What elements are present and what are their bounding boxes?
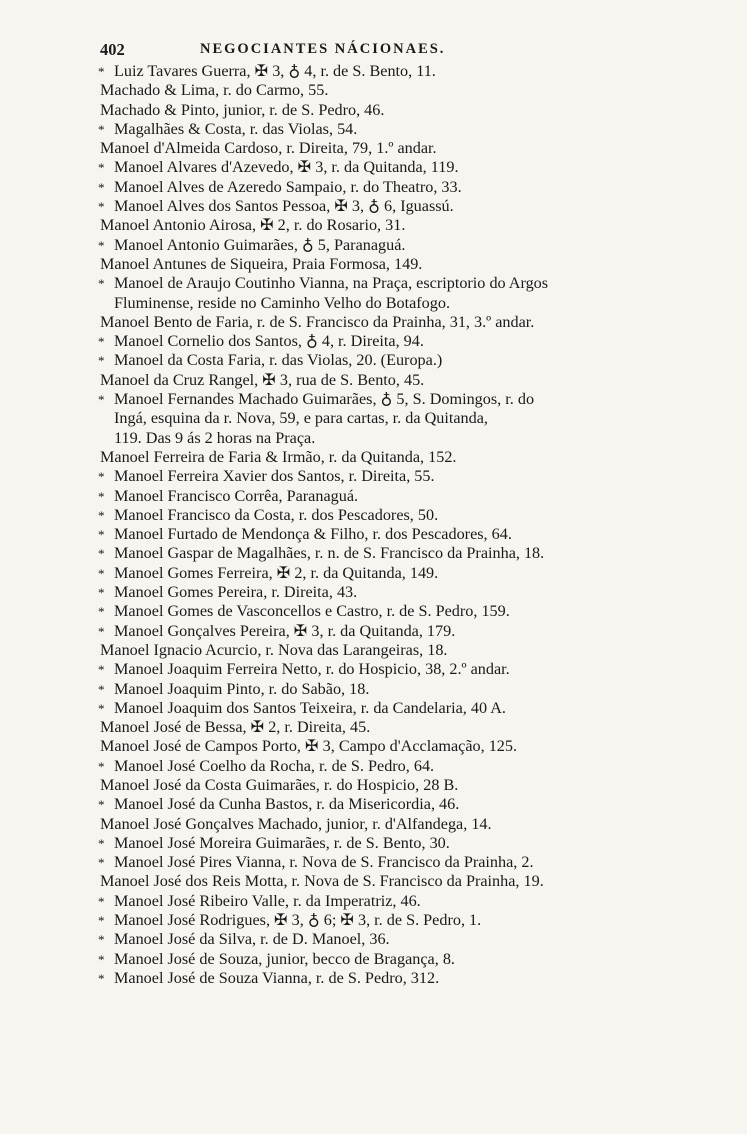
star-marker: * <box>98 970 105 986</box>
directory-entry <box>100 332 680 351</box>
entry-text: Manoel Fernandes Machado Guimarães, ♁ 5, S. Domingos, r. do <box>114 390 535 409</box>
directory-entry <box>100 158 680 177</box>
star-marker: * <box>98 758 105 774</box>
entry-text: Manoel José de Campos Porto, ✠ 3, Campo d'Acclamação, 125. <box>100 737 518 756</box>
directory-entry <box>100 448 680 467</box>
entry-text: Manoel Gomes Ferreira, ✠ 2, r. da Quitanda, 149. <box>114 563 439 582</box>
page-number: 402 <box>100 40 125 59</box>
star-marker: * <box>98 932 105 948</box>
directory-entry-continuation <box>100 409 680 428</box>
directory-entry <box>100 795 680 814</box>
entry-list <box>100 62 680 988</box>
entry-text: Manoel José Rodrigues, ✠ 3, ♁ 6; ✠ 3, r. de S. Pedro, 1. <box>114 911 482 930</box>
directory-entry <box>100 602 680 621</box>
directory-entry <box>100 699 680 718</box>
star-marker: * <box>98 160 105 176</box>
directory-entry <box>100 236 680 255</box>
directory-entry-continuation <box>100 294 680 313</box>
entry-text: Manoel Alvares d'Azevedo, ✠ 3, r. da Quitanda, 119. <box>114 158 459 177</box>
entry-text: Manoel Furtado de Mendonça & Filho, r. dos Pescadores, 64. <box>114 525 512 544</box>
entry-text: Manoel Ferreira Xavier dos Santos, r. Direita, 55. <box>114 467 435 486</box>
directory-entry <box>100 660 680 679</box>
entry-text: Manoel da Costa Faria, r. das Violas, 20. (Europa.) <box>114 351 443 370</box>
star-marker: * <box>98 855 105 871</box>
star-marker: * <box>98 488 105 504</box>
star-marker: * <box>98 469 105 485</box>
directory-entry <box>100 776 680 795</box>
star-marker: * <box>98 237 105 253</box>
star-marker: * <box>98 835 105 851</box>
entry-text: Manoel José Gonçalves Machado, junior, r. d'Alfandega, 14. <box>100 814 492 833</box>
entry-text: Manoel Joaquim Ferreira Netto, r. do Hospicio, 38, 2.º andar. <box>114 660 510 679</box>
directory-entry <box>100 872 680 891</box>
directory-entry <box>100 351 680 370</box>
star-marker: * <box>98 527 105 543</box>
star-marker: * <box>98 604 105 620</box>
entry-text: 119. Das 9 ás 2 horas na Praça. <box>114 428 316 447</box>
entry-text: Manoel Gomes Pereira, r. Direita, 43. <box>114 583 358 602</box>
star-marker: * <box>98 276 105 292</box>
directory-entry <box>100 506 680 525</box>
running-head <box>100 40 660 62</box>
directory-entry <box>100 641 680 660</box>
entry-text: Manoel Antonio Guimarães, ♁ 5, Paranaguá. <box>114 235 406 254</box>
directory-entry <box>100 622 680 641</box>
star-marker: * <box>98 546 105 562</box>
directory-entry <box>100 930 680 949</box>
star-marker: * <box>98 353 105 369</box>
directory-entry <box>100 139 680 158</box>
directory-entry <box>100 467 680 486</box>
star-marker: * <box>98 913 105 929</box>
star-marker: * <box>98 507 105 523</box>
star-marker: * <box>98 951 105 967</box>
star-marker: * <box>98 893 105 909</box>
entry-text: Fluminense, reside no Caminho Velho do Botafogo. <box>114 293 451 312</box>
directory-entry <box>100 216 680 235</box>
star-marker: * <box>98 623 105 639</box>
directory-entry <box>100 390 680 409</box>
directory-entry <box>100 969 680 988</box>
star-marker: * <box>98 121 105 137</box>
entry-text: Manoel José Coelho da Rocha, r. de S. Pedro, 64. <box>114 756 435 775</box>
directory-entry <box>100 81 680 100</box>
directory-entry <box>100 892 680 911</box>
entry-text: Manoel Francisco da Costa, r. dos Pescadores, 50. <box>114 505 439 524</box>
directory-entry <box>100 564 680 583</box>
entry-text: Manoel José Moreira Guimarães, r. de S. Bento, 30. <box>114 833 450 852</box>
entry-text: Manoel Gonçalves Pereira, ✠ 3, r. da Quitanda, 179. <box>114 621 456 640</box>
star-marker: * <box>98 585 105 601</box>
entry-text: Luiz Tavares Guerra, ✠ 3, ♁ 4, r. de S. Bento, 11. <box>114 62 436 80</box>
entry-text: Manoel José Pires Vianna, r. Nova de S. Francisco da Prainha, 2. <box>114 853 534 872</box>
star-marker: * <box>98 392 105 408</box>
entry-text: Manoel José de Souza, junior, becco de Bragança, 8. <box>114 949 455 968</box>
entry-text: Manoel Joaquim Pinto, r. do Sabão, 18. <box>114 679 370 698</box>
directory-entry <box>100 101 680 120</box>
entry-text: Machado & Lima, r. do Carmo, 55. <box>100 81 329 100</box>
star-marker: * <box>98 662 105 678</box>
entry-text: Manoel Ferreira de Faria & Irmão, r. da Quitanda, 152. <box>100 447 457 466</box>
entry-text: Manoel Gaspar de Magalhães, r. n. de S. Francisco da Prainha, 18. <box>114 544 545 563</box>
star-marker: * <box>98 64 105 79</box>
star-marker: * <box>98 179 105 195</box>
directory-entry <box>100 525 680 544</box>
directory-entry <box>100 718 680 737</box>
directory-entry <box>100 853 680 872</box>
page-title: NEGOCIANTES NÁCIONAES. <box>200 41 446 57</box>
directory-entry <box>100 911 680 930</box>
entry-text: Manoel Alves de Azeredo Sampaio, r. do Theatro, 33. <box>114 177 462 196</box>
directory-entry <box>100 815 680 834</box>
directory-entry <box>100 583 680 602</box>
entry-text: Manoel Joaquim dos Santos Teixeira, r. da Candelaria, 40 A. <box>114 698 506 717</box>
directory-entry <box>100 371 680 390</box>
star-marker: * <box>98 797 105 813</box>
directory-entry <box>100 487 680 506</box>
entry-text: Ingá, esquina da r. Nova, 59, e para cartas, r. da Quitanda, <box>114 409 488 428</box>
directory-entry <box>100 274 680 293</box>
directory-entry <box>100 313 680 332</box>
entry-text: Machado & Pinto, junior, r. de S. Pedro, 46. <box>100 100 385 119</box>
directory-entry <box>100 544 680 563</box>
star-marker: * <box>98 681 105 697</box>
entry-text: Magalhães & Costa, r. das Violas, 54. <box>114 119 358 138</box>
entry-text: Manoel José da Costa Guimarães, r. do Hospicio, 28 B. <box>100 775 459 794</box>
directory-entry <box>100 757 680 776</box>
directory-entry <box>100 737 680 756</box>
directory-entry <box>100 255 680 274</box>
entry-text: Manoel José Ribeiro Valle, r. da Imperatriz, 46. <box>114 891 421 910</box>
directory-entry <box>100 197 680 216</box>
directory-entry <box>100 950 680 969</box>
entry-text: Manoel José da Cunha Bastos, r. da Misericordia, 46. <box>114 795 460 814</box>
entry-text: Manoel José de Bessa, ✠ 2, r. Direita, 45. <box>100 718 371 737</box>
entry-text: Manoel Ignacio Acurcio, r. Nova das Larangeiras, 18. <box>100 640 448 659</box>
entry-text: Manoel Antonio Airosa, ✠ 2, r. do Rosario, 31. <box>100 216 406 235</box>
entry-text: Manoel da Cruz Rangel, ✠ 3, rua de S. Bento, 45. <box>100 370 425 389</box>
entry-text: Manoel José de Souza Vianna, r. de S. Pedro, 312. <box>114 968 440 987</box>
entry-text: Manoel Bento de Faria, r. de S. Francisco da Prainha, 31, 3.º andar. <box>100 312 535 331</box>
entry-text: Manoel Antunes de Siqueira, Praia Formosa, 149. <box>100 254 423 273</box>
entry-text: Manoel d'Almeida Cardoso, r. Direita, 79, 1.º andar. <box>100 139 437 158</box>
star-marker: * <box>98 199 105 215</box>
entry-text: Manoel Gomes de Vasconcellos e Castro, r. de S. Pedro, 159. <box>114 602 510 621</box>
directory-entry <box>100 680 680 699</box>
entry-text: Manoel José dos Reis Motta, r. Nova de S. Francisco da Prainha, 19. <box>100 872 544 891</box>
entry-text: Manoel de Araujo Coutinho Vianna, na Praça, escriptorio do Argos <box>114 274 549 293</box>
star-marker: * <box>98 700 105 716</box>
star-marker: * <box>98 334 105 350</box>
directory-entry <box>100 834 680 853</box>
directory-entry-continuation <box>100 429 680 448</box>
directory-entry <box>100 120 680 139</box>
entry-text: Manoel José da Silva, r. de D. Manoel, 36. <box>114 930 390 949</box>
entry-text: Manoel Alves dos Santos Pessoa, ✠ 3, ♁ 6, Iguassú. <box>114 197 454 216</box>
directory-entry <box>100 178 680 197</box>
directory-entry <box>100 62 680 81</box>
star-marker: * <box>98 565 105 581</box>
entry-text: Manoel Francisco Corrêa, Paranaguá. <box>114 486 359 505</box>
entry-text: Manoel Cornelio dos Santos, ♁ 4, r. Direita, 94. <box>114 332 424 351</box>
